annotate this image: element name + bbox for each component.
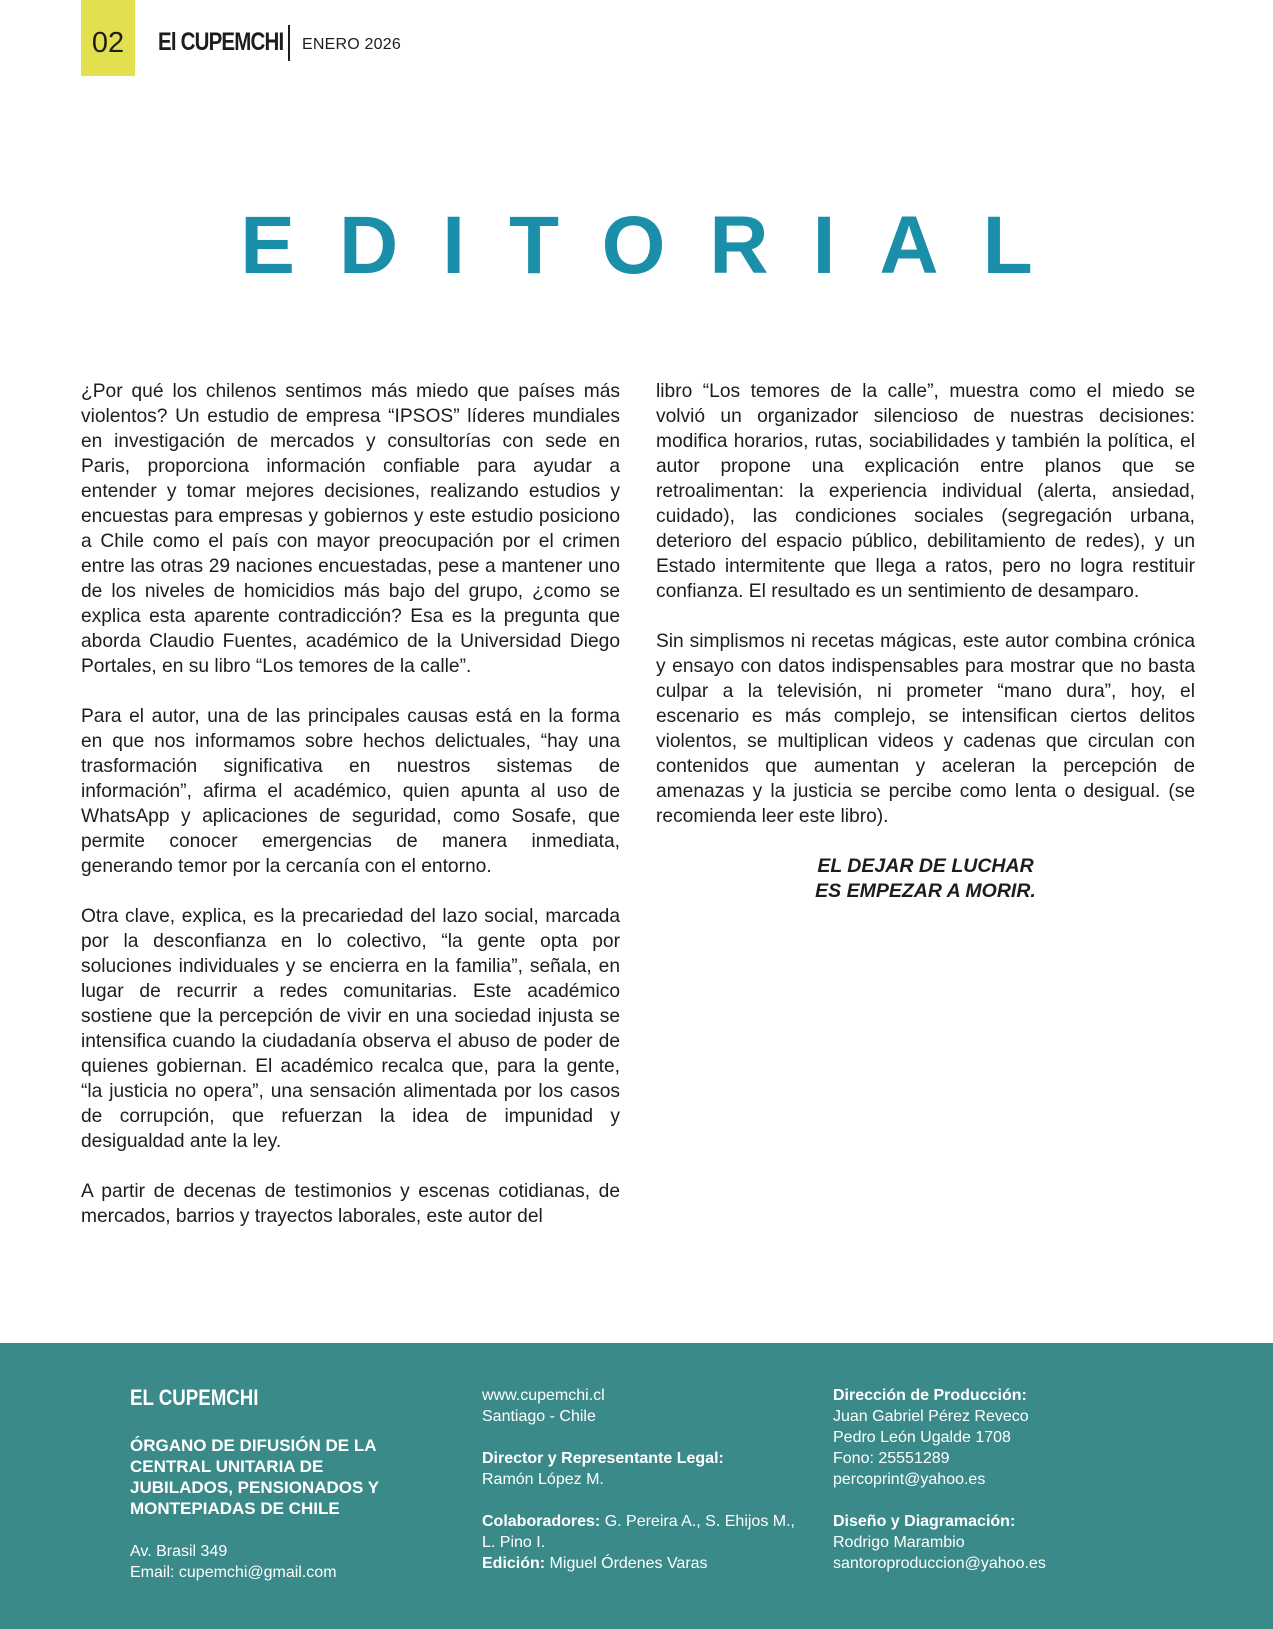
footer-director-name: Ramón López M. [482, 1471, 604, 1488]
motto-line: EL DEJAR DE LUCHAR [817, 855, 1034, 877]
footer-column-production [833, 1385, 1133, 1595]
page-header [81, 0, 401, 76]
footer-director-label: Director y Representante Legal: [482, 1450, 724, 1467]
footer-production-phone: Fono: 25551289 [833, 1450, 950, 1467]
footer-edition-block [482, 1553, 802, 1574]
article-paragraph: libro “Los temores de la calle”, muestra como el miedo se volvió un organizador silencioso de nuestras decisiones: modifica horarios, rutas, sociabilidades y también la política, el autor propone una explicación entre planos que se retroalimentan: la experiencia individual (alerta, ansiedad, cuidado), las condiciones sociales (segregación urbana, deterioro del espacio público, debilitamiento de redes), y un Estado intermitente que llega a ratos, pero no logra restituir confianza. El resultado es un sentimiento de desamparo. [656, 381, 1195, 602]
footer-edition: Miguel Órdenes Varas [545, 1555, 708, 1572]
footer-panel [0, 1343, 1273, 1629]
masthead-logo: El CUPEMCHI [158, 27, 284, 56]
footer-edition-label: Edición: [482, 1555, 546, 1572]
page-title: EDITORIAL [240, 200, 1077, 291]
footer-production-address: Pedro León Ugalde 1708 [833, 1429, 1011, 1446]
footer-site-block [482, 1385, 802, 1427]
header-divider [288, 25, 290, 61]
footer-production-label: Dirección de Producción: [833, 1387, 1027, 1404]
footer-address: Av. Brasil 349 [130, 1543, 228, 1560]
footer-website-link[interactable]: www.cupemchi.cl [482, 1387, 605, 1404]
footer-collaborators-block [482, 1511, 802, 1553]
footer-design-label: Diseño y Diagramación: [833, 1513, 1016, 1530]
page-number: 02 [81, 0, 135, 76]
article-column-left [81, 379, 620, 1254]
motto-line: ES EMPEZAR A MORIR. [815, 880, 1036, 902]
footer-design-name: Rodrigo Marambio [833, 1534, 965, 1551]
footer-organization: ÓRGANO DE DIFUSIÓN DE LA CENTRAL UNITARIA DE JUBILADOS, PENSIONADOS Y MONTEPIADAS DE CHILE [130, 1436, 379, 1518]
footer-design-email[interactable]: santoroproduccion@yahoo.es [833, 1555, 1046, 1572]
footer-production-email[interactable]: percoprint@yahoo.es [833, 1471, 986, 1488]
footer-email[interactable]: Email: cupemchi@gmail.com [130, 1564, 337, 1581]
footer-director-block [482, 1448, 802, 1490]
footer-brand: EL CUPEMCHI [130, 1385, 259, 1410]
footer-production-name: Juan Gabriel Pérez Reveco [833, 1408, 1029, 1425]
issue-date: ENERO 2026 [302, 36, 401, 53]
article-paragraph: Para el autor, una de las principales causas está en la forma en que nos informamos sobre hechos delictuales, “hay una trasformación significativa en nuestros sistemas de información”, afirma el académico, quien apunta al uso de WhatsApp y aplicaciones de seguridad, como Sosafe, que permite conocer emergencias de manera inmediata, generando temor por la cercanía con el entorno. [81, 706, 620, 877]
footer-design-block [833, 1511, 1133, 1574]
closing-motto [656, 854, 1195, 904]
footer-collaborators-label: Colaboradores: [482, 1513, 601, 1530]
article-paragraph: Sin simplismos ni recetas mágicas, este autor combina crónica y ensayo con datos indispensables para mostrar que no basta culpar a la televisión, ni prometer “mano dura”, hoy, el escenario es más complejo, se intensifican ciertos delitos violentos, se multiplican videos y cadenas que circulan con contenidos que aumentan y aceleran la percepción de amenazas y la justicia se percibe como lenta o desigual. (se recomienda leer este libro). [656, 631, 1195, 827]
article-paragraph: ¿Por qué los chilenos sentimos más miedo que países más violentos? Un estudio de empresa “IPSOS” líderes mundiales en investigación de mercados y consultorías con sede en Paris, proporciona información confiable para ayudar a entender y tomar mejores decisiones, realizando estudios y encuestas para empresas y gobiernos y este estudio posiciono a Chile como el país con mayor preocupación por el crimen entre las otras 29 naciones encuestadas, pese a mantener uno de los niveles de homicidios más bajo del grupo, ¿como se explica esta aparente contradicción? Esa es la pregunta que aborda Claudio Fuentes, académico de la Universidad Diego Portales, en su libro “Los temores de la calle”. [81, 381, 620, 677]
footer-production-block [833, 1385, 1133, 1490]
footer-column-org [130, 1385, 430, 1583]
footer-city: Santiago - Chile [482, 1408, 596, 1425]
article-paragraph: Otra clave, explica, es la precariedad del lazo social, marcada por la desconfianza en lo colectivo, “la gente opta por soluciones individuales y se encierra en la familia”, señala, en lugar de recurrir a redes comunitarias. Este académico sostiene que la percepción de vivir en una sociedad injusta se intensifica cuando la ciudadanía observa el abuso de poder de quienes gobiernan. El académico recalca que, para la gente, “la justicia no opera”, una sensación alimentada por los casos de corrupción, que refuerzan la idea de impunidad y desigualdad ante la ley. [81, 906, 620, 1152]
footer-collaborators: G. Pereira A., S. Ehijos M., L. Pino I. [482, 1513, 795, 1551]
footer-column-credits [482, 1385, 802, 1574]
article-paragraph: A partir de decenas de testimonios y escenas cotidianas, de mercados, barrios y trayectos laborales, este autor del [81, 1181, 620, 1227]
article-column-right [656, 379, 1195, 904]
